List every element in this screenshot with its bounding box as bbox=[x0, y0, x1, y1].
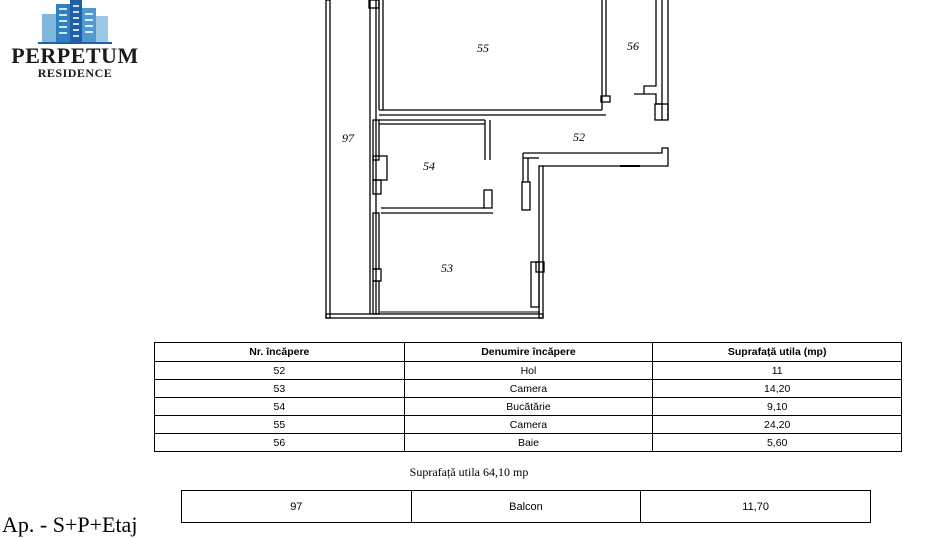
room-number-cell: 53 bbox=[155, 380, 405, 398]
room-name-cell: Baie bbox=[404, 434, 653, 452]
table-row bbox=[155, 434, 902, 452]
room-number-cell: 52 bbox=[155, 362, 405, 380]
table-row bbox=[155, 362, 902, 380]
room-name-cell: Camera bbox=[404, 380, 653, 398]
apartment-caption: Ap. - S+P+Etaj bbox=[2, 512, 138, 537]
room-area-cell: 5,60 bbox=[653, 434, 902, 452]
room-label-54: 54 bbox=[423, 159, 435, 173]
table-row bbox=[182, 491, 871, 523]
table-header-row bbox=[155, 343, 902, 362]
table-row bbox=[155, 380, 902, 398]
room-name-cell: Bucătărie bbox=[404, 398, 653, 416]
room-name-cell: Camera bbox=[404, 416, 653, 434]
room-label-56: 56 bbox=[627, 39, 639, 53]
logo-title: PERPETUM bbox=[11, 43, 139, 68]
room-number-cell: 56 bbox=[155, 434, 405, 452]
header-room-number: Nr. încăpere bbox=[155, 343, 405, 362]
balcony-name-cell: Balcon bbox=[411, 491, 641, 523]
room-number-cell: 54 bbox=[155, 398, 405, 416]
balcony-number-cell: 97 bbox=[182, 491, 412, 523]
room-label-55: 55 bbox=[477, 41, 489, 55]
table-row bbox=[155, 398, 902, 416]
room-area-cell: 14,20 bbox=[653, 380, 902, 398]
logo-subtitle: RESIDENCE bbox=[37, 66, 113, 80]
room-area-cell: 9,10 bbox=[653, 398, 902, 416]
room-name-cell: Hol bbox=[404, 362, 653, 380]
header-room-name: Denumire încăpere bbox=[404, 343, 653, 362]
rooms-table bbox=[154, 342, 902, 452]
total-area-summary: Suprafață utila 64,10 mp bbox=[409, 465, 529, 479]
balcony-table bbox=[181, 490, 871, 523]
room-label-97: 97 bbox=[342, 131, 354, 145]
table-row bbox=[155, 416, 902, 434]
room-label-52: 52 bbox=[573, 130, 585, 144]
room-area-cell: 11 bbox=[653, 362, 902, 380]
balcony-area-cell: 11,70 bbox=[641, 491, 871, 523]
room-number-cell: 55 bbox=[155, 416, 405, 434]
room-label-53: 53 bbox=[441, 261, 453, 275]
header-room-area: Suprafață utila (mp) bbox=[653, 343, 902, 362]
room-area-cell: 24,20 bbox=[653, 416, 902, 434]
